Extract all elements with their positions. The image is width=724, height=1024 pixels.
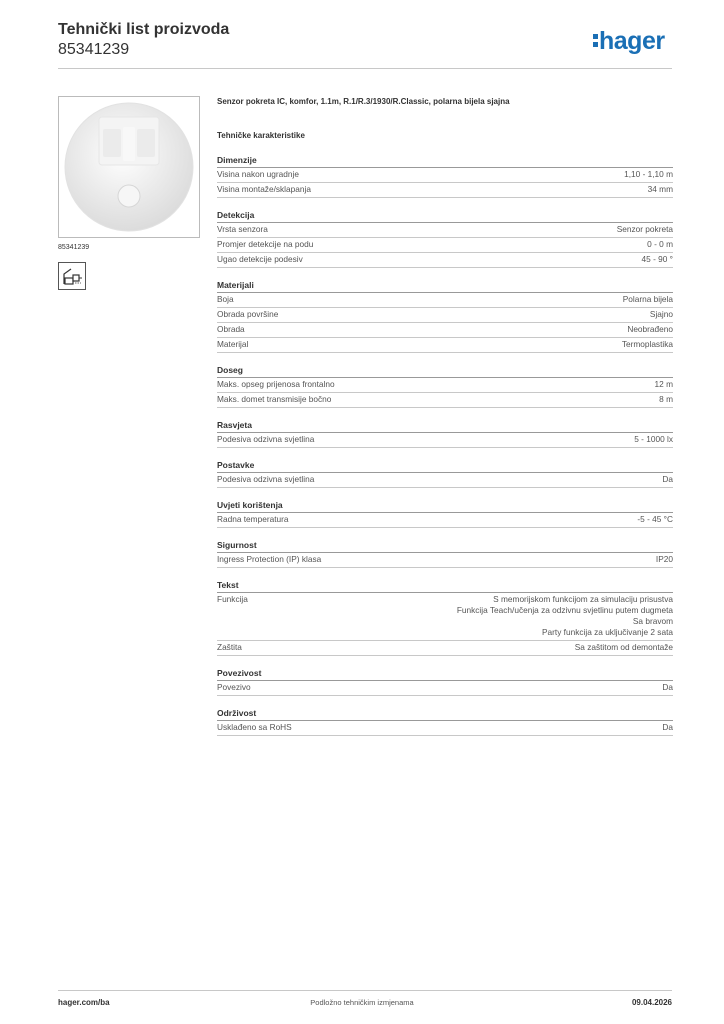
spec-value xyxy=(648,184,673,195)
spec-section xyxy=(217,364,673,408)
section-title: Doseg xyxy=(217,364,673,378)
spec-section xyxy=(217,707,673,736)
spec-value-line: 8 m xyxy=(659,394,673,404)
spec-value xyxy=(627,324,673,335)
spec-label: Promjer detekcije na podu xyxy=(217,239,314,249)
spec-value-line: 1,10 - 1,10 m xyxy=(624,169,673,179)
spec-row xyxy=(217,641,673,656)
spec-label: Maks. domet transmisije bočno xyxy=(217,394,332,404)
spec-section xyxy=(217,539,673,568)
spec-value-line: Da xyxy=(662,722,673,732)
spec-label: Radna temperatura xyxy=(217,514,289,524)
spec-label: Povezivo xyxy=(217,682,251,692)
spec-value xyxy=(650,309,673,320)
spec-label: Visina nakon ugradnje xyxy=(217,169,299,179)
spec-value-line: Da xyxy=(662,474,673,484)
spec-label: Vrsta senzora xyxy=(217,224,268,234)
spec-row xyxy=(217,308,673,323)
header-divider xyxy=(58,68,672,69)
spec-label: Materijal xyxy=(217,339,249,349)
spec-label: Obrada xyxy=(217,324,245,334)
spec-row xyxy=(217,593,673,641)
tech-characteristics-heading: Tehničke karakteristike xyxy=(217,131,305,140)
spec-section xyxy=(217,209,673,268)
spec-value-line: Funkcija Teach/učenja za odzivnu svjetlinu putem dugmeta xyxy=(456,605,673,615)
spec-row xyxy=(217,183,673,198)
spec-label: Boja xyxy=(217,294,234,304)
page-title: Tehnički list proizvoda xyxy=(58,21,230,38)
spec-section xyxy=(217,419,673,448)
spec-value-line: Da xyxy=(662,682,673,692)
image-caption: 85341239 xyxy=(58,244,90,251)
logo-text: hager xyxy=(599,27,665,55)
spec-value xyxy=(617,224,673,235)
spec-value-line: Polarna bijela xyxy=(622,294,673,304)
spec-label: Zaštita xyxy=(217,642,242,652)
motion-sensor-product-image xyxy=(59,97,199,237)
spec-row xyxy=(217,513,673,528)
spec-value-line: Sa zaštitom od demontaže xyxy=(574,642,673,652)
spec-row xyxy=(217,253,673,268)
spec-row xyxy=(217,293,673,308)
footer-divider xyxy=(58,990,672,991)
spec-value xyxy=(662,474,673,485)
spec-value xyxy=(623,294,673,305)
spec-section xyxy=(217,667,673,696)
spec-value xyxy=(575,642,673,653)
spec-label: Obrada površine xyxy=(217,309,279,319)
section-title: Detekcija xyxy=(217,209,673,223)
spec-row xyxy=(217,681,673,696)
footer-date: 09.04.2026 xyxy=(631,998,672,1007)
spec-value-line: 45 - 90 ° xyxy=(641,254,673,264)
spec-value-line: 5 - 1000 lx xyxy=(634,434,673,444)
section-title: Povezivost xyxy=(217,667,673,681)
spec-section xyxy=(217,279,673,353)
spec-row xyxy=(217,338,673,353)
spec-row xyxy=(217,721,673,736)
spec-row xyxy=(217,378,673,393)
spec-value-line: -5 - 45 °C xyxy=(637,514,673,524)
section-title: Materijali xyxy=(217,279,673,293)
spec-row xyxy=(217,553,673,568)
spec-value xyxy=(647,239,673,250)
section-title: Sigurnost xyxy=(217,539,673,553)
spec-label: Ugao detekcije podesiv xyxy=(217,254,303,264)
spec-value xyxy=(637,514,673,525)
section-title: Uvjeti korištenja xyxy=(217,499,673,513)
section-title: Tekst xyxy=(217,579,673,593)
spec-value-line: IP20 xyxy=(655,554,673,564)
spec-value xyxy=(659,394,673,405)
spec-label: Ingress Protection (IP) klasa xyxy=(217,554,322,564)
spec-section xyxy=(217,579,673,656)
spec-content xyxy=(217,96,673,747)
section-title: Postavke xyxy=(217,459,673,473)
section-title: Dimenzije xyxy=(217,154,673,168)
product-description: Senzor pokreta IC, komfor, 1.1m, R.1/R.3/1930/R.Classic, polarna bijela sjajna xyxy=(217,97,510,106)
spec-value-line: 0 - 0 m xyxy=(647,239,673,249)
spec-value xyxy=(457,594,673,638)
spec-value xyxy=(662,722,673,733)
spec-row xyxy=(217,473,673,488)
spec-value-line: Neobrađeno xyxy=(627,324,673,334)
footer-website: hager.com/ba xyxy=(58,998,110,1007)
spec-label: Podesiva odzivna svjetlina xyxy=(217,474,315,484)
spec-value xyxy=(634,434,673,445)
spec-row xyxy=(217,393,673,408)
header xyxy=(58,20,229,60)
section-title: Rasvjeta xyxy=(217,419,673,433)
section-title: Održivost xyxy=(217,707,673,721)
spec-label: Usklađeno sa RoHS xyxy=(217,722,292,732)
spec-label: Visina montaže/sklapanja xyxy=(217,184,311,194)
spec-value xyxy=(624,169,673,180)
spec-row xyxy=(217,323,673,338)
spec-value xyxy=(656,554,673,565)
spec-section xyxy=(217,459,673,488)
spec-row xyxy=(217,223,673,238)
spec-value-line: 12 m xyxy=(654,379,673,389)
spec-sections xyxy=(217,154,673,736)
spec-value-line: Party funkcija za uključivanje 2 sata xyxy=(542,627,673,637)
spec-label: Podesiva odzivna svjetlina xyxy=(217,434,315,444)
spec-value-line: Sa bravom xyxy=(632,616,673,626)
spec-section xyxy=(217,154,673,198)
flush-mount-installation-icon xyxy=(58,262,86,290)
spec-section xyxy=(217,499,673,528)
spec-value-line: Sjajno xyxy=(649,309,673,319)
spec-value xyxy=(662,682,673,693)
hager-logo xyxy=(593,26,665,56)
product-number: 85341239 xyxy=(58,41,130,58)
product-image-frame xyxy=(58,96,200,238)
spec-value xyxy=(655,379,673,390)
spec-value xyxy=(642,254,673,265)
spec-value-line: Senzor pokreta xyxy=(616,224,673,234)
spec-row xyxy=(217,238,673,253)
spec-value xyxy=(622,339,673,350)
logo-dots-icon xyxy=(593,34,598,50)
spec-label: Funkcija xyxy=(217,594,248,604)
spec-row xyxy=(217,433,673,448)
spec-value-line: S memorijskom funkcijom za simulaciju prisustva xyxy=(493,594,673,604)
footer-notice: Podložno tehničkim izmjenama xyxy=(310,998,414,1007)
spec-row xyxy=(217,168,673,183)
spec-value-line: Termoplastika xyxy=(621,339,673,349)
spec-label: Maks. opseg prijenosa frontalno xyxy=(217,379,335,389)
spec-value-line: 34 mm xyxy=(647,184,673,194)
